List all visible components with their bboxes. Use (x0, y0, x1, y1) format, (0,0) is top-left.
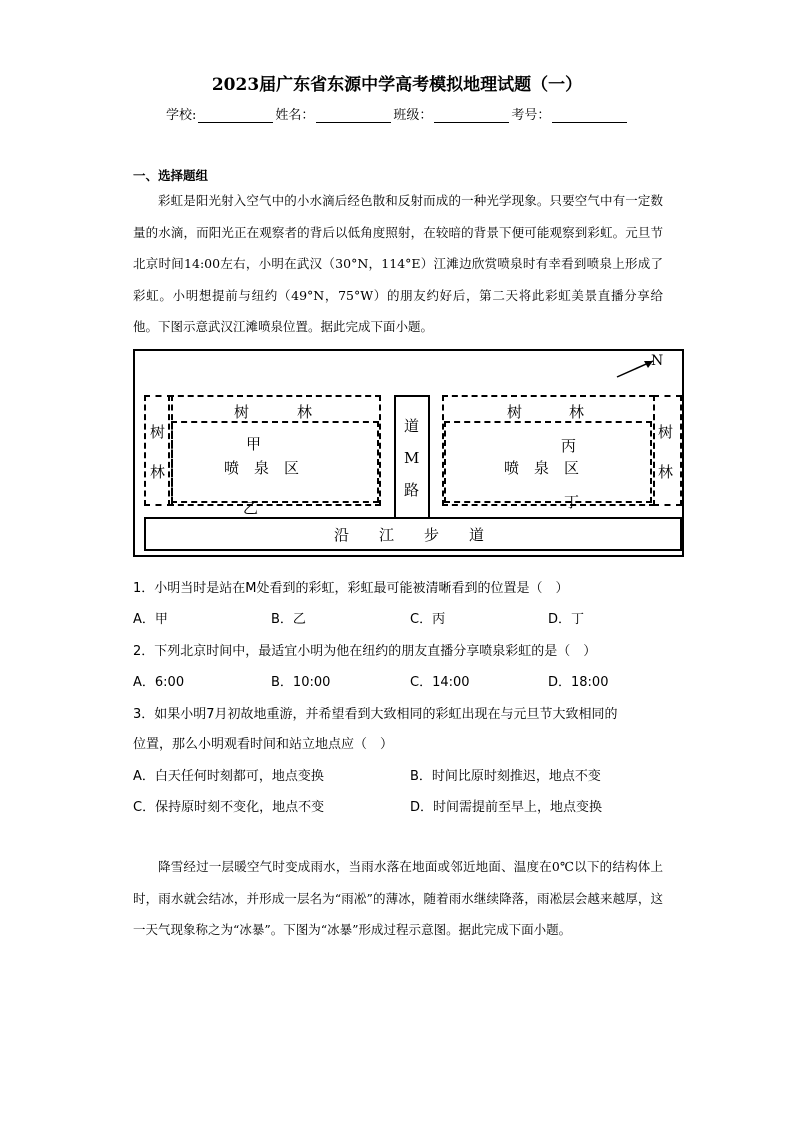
point-jia: 甲 (246, 435, 262, 453)
point-yi: 乙 (243, 499, 259, 517)
passage-ice-storm (133, 851, 663, 946)
student-info-line (166, 104, 629, 123)
page-title: 2023届广东省东源中学高考模拟地理试题（一） (211, 75, 583, 95)
class-blank[interactable] (434, 110, 509, 123)
walkway-label: 沿 江 步 道 (334, 526, 485, 544)
option-b[interactable]: B．乙 (271, 612, 306, 627)
option-c[interactable]: C．14:00 (410, 675, 470, 690)
fountain-label-right: 喷 泉 区 (504, 459, 580, 477)
tree-label: 林 (297, 403, 313, 421)
tree-label: 林 (658, 463, 674, 481)
north-label: N (651, 353, 664, 369)
tree-label: 树 (150, 423, 166, 441)
question-2-stem: 2．下列北京时间中，最适宜小明为他在纽约的朋友直播分享喷泉彩虹的是（ ） (133, 644, 597, 659)
north-arrow-icon (613, 355, 673, 381)
question-1-stem: 1．小明当时是站在M处看到的彩虹，彩虹最可能被清晰看到的位置是（ ） (133, 581, 569, 596)
road-label: 道 (404, 417, 420, 435)
passage-text: 彩虹是阳光射入空气中的小水滴后经色散和反射而成的一种光学现象。只要空气中有一定数量的水滴，而阳光正在观察者的背后以低角度照射，在较暗的背景下便可能观察到彩虹。元旦节北京时间14:00左右，小明在武汉（30°N，114°E）江滩边欣赏喷泉时有幸看到喷泉上形成了彩虹。小明想提前与纽约（49°N，75°W）的朋友约好后，第二天将此彩虹美景直播分享给他。下图示意武汉江滩喷泉位置。据此完成下面小题。 (133, 193, 663, 334)
passage-rainbow (133, 185, 663, 343)
option-a[interactable]: A．6:00 (133, 675, 185, 690)
option-d[interactable]: D．时间需提前至早上，地点变换 (410, 800, 603, 815)
question-3-stem: 3．如果小明7月初故地重游，并希望看到大致相同的彩虹出现在与元旦节大致相同的 (133, 707, 618, 722)
option-c[interactable]: C．丙 (410, 612, 446, 627)
class-label: 班级： (393, 108, 433, 123)
name-blank[interactable] (316, 110, 391, 123)
tree-label: 树 (507, 403, 523, 421)
option-c[interactable]: C．保持原时刻不变化，地点不变 (133, 800, 325, 815)
question-3-stem-cont: 位置，那么小明观看时间和站立地点应（ ） (133, 737, 394, 752)
section-heading: 一、选择题组 (133, 168, 209, 183)
point-bing: 丙 (561, 437, 577, 455)
option-b[interactable]: B．10:00 (271, 675, 331, 690)
point-ding: 丁 (564, 493, 580, 511)
right-side-tree-belt (653, 395, 682, 506)
option-d[interactable]: D．丁 (548, 612, 585, 627)
road-label: M (404, 449, 420, 467)
tree-label: 林 (569, 403, 585, 421)
passage-text: 降雪经过一层暖空气时变成雨水，当雨水落在地面或邻近地面、温度在0℃以下的结构体上时，雨水就会结冰，并形成一层名为“雨凇”的薄冰，随着雨水继续降落，雨凇层会越来越厚，这一天气现象称之为“冰暴”。下图为“冰暴”形成过程示意图。据此完成下面小题。 (133, 859, 663, 937)
option-a[interactable]: A．甲 (133, 612, 168, 627)
exam-number-label: 考号： (511, 108, 551, 123)
name-label: 姓名： (275, 108, 315, 123)
school-blank[interactable] (198, 110, 273, 123)
exam-number-blank[interactable] (552, 110, 627, 123)
option-d[interactable]: D．18:00 (548, 675, 609, 690)
option-b[interactable]: B．时间比原时刻推迟，地点不变 (410, 769, 601, 784)
tree-label: 树 (658, 423, 674, 441)
tree-label: 林 (150, 463, 166, 481)
school-label: 学校: (166, 108, 197, 123)
fountain-label-left: 喷 泉 区 (224, 459, 300, 477)
tree-label: 树 (234, 403, 250, 421)
option-a[interactable]: A．白天任何时刻都可，地点变换 (133, 769, 324, 784)
road-label: 路 (404, 481, 420, 499)
fountain-map (133, 349, 684, 557)
